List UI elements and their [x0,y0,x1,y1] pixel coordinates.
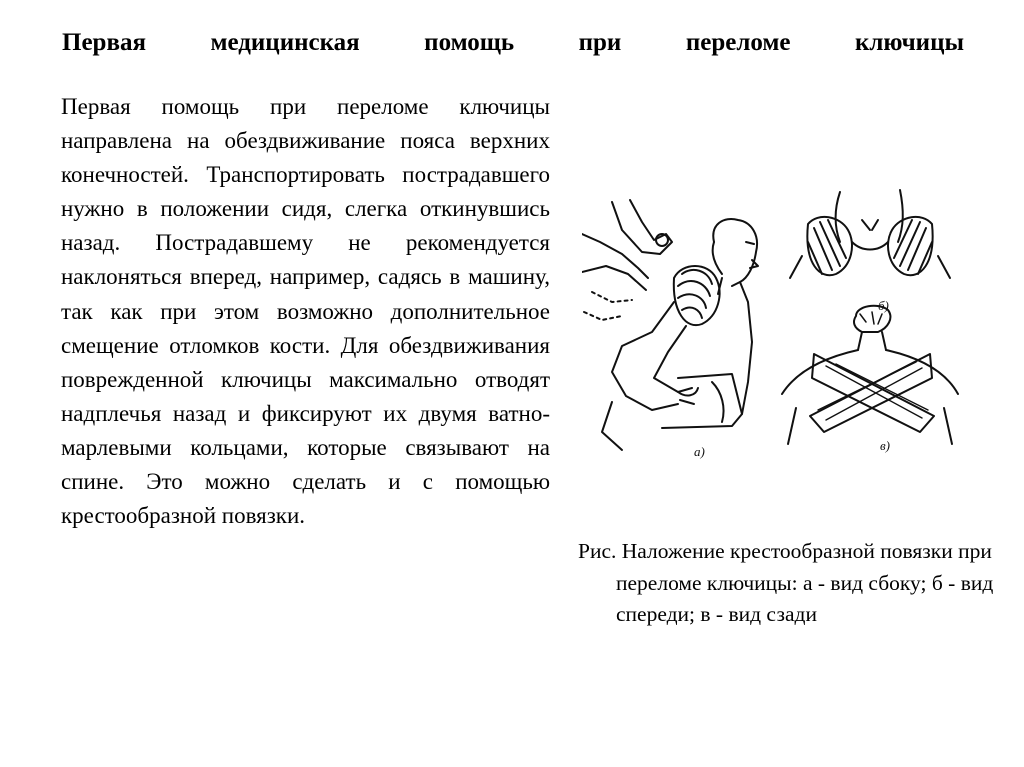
page-title: Первая медицинская помощь при переломе ключицы [62,29,964,56]
label-side-view: а) [694,444,705,459]
bandage-illustration [582,182,980,470]
figure-caption: Рис. Наложение крестообразной повязки при переломе ключицы: а - вид сбоку; б - вид спереди; в - вид сзади [578,539,994,626]
side-view-drawing [582,200,758,450]
label-back-view: в) [880,438,890,453]
label-front-view: б) [878,298,889,313]
body-paragraph: Первая помощь при переломе ключицы направлена на обездвиживание пояса верхних конечностей. Транспортировать пострадавшего нужно в положении сидя, слегка откинувшись назад. Пострадавшему не рекомендуется наклоняться вперед, например, садясь в машину, так как при этом возможно дополнительное смещение отломков кости. Для обездвиживания поврежденной ключицы максимально отводят надплечья назад и фиксируют их двумя ватно-марлевыми кольцами, которые связывают на спине. Это можно сделать и с помощью крестообразной повязки. [61,94,550,529]
front-view-drawing [790,190,950,278]
back-view-drawing [782,306,958,444]
